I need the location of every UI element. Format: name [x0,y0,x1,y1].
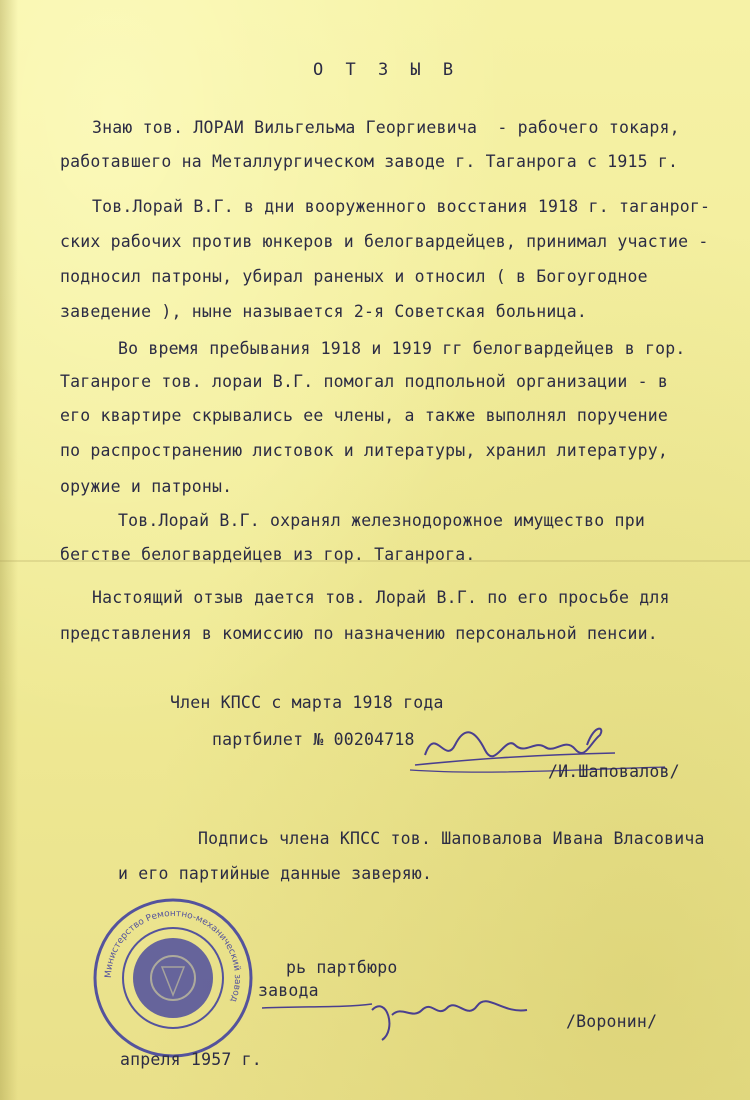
round-seal-stamp [92,897,254,1059]
document-title: О Т З Ы В [313,60,460,80]
text-line: оружие и патроны. [60,477,233,496]
secretary-name: /Воронин/ [566,1012,658,1031]
text-line: представления в комиссию по назначению персональной пенсии. [60,624,658,643]
text-line: Настоящий отзыв дается тов. Лорай В.Г. по его просьбе для [92,588,670,607]
text-line: Тов.Лорай В.Г. в дни вооруженного восстания 1918 г. таганрог- [92,197,711,216]
certification-line: и его партийные данные заверяю. [118,864,433,883]
text-line: бегстве белогвардейцев из гор. Таганрога. [60,545,476,564]
paper-edge-stain [0,0,18,1100]
text-line: заведение ), ныне называется 2-я Советская больница. [60,302,587,321]
party-card-line: партбилет № 00204718 [212,730,415,749]
secretary-plant: завода [258,981,319,1000]
secretary-title: рь партбюро [286,958,398,977]
text-line: Тов.Лорай В.Г. охранял железнодорожное имущество при [118,511,645,530]
text-line: работавшего на Металлургическом заводе г. Таганрога с 1915 г. [60,152,679,171]
text-line: подносил патроны, убирал раненых и относил ( в Богоугодное [60,267,648,286]
certification-line: Подпись члена КПСС тов. Шаповалова Ивана Власовича [198,829,705,848]
document-date: апреля 1957 г. [120,1050,262,1069]
text-line: Таганроге тов. лораи В.Г. помогал подпольной организации - в [60,372,669,391]
text-line: ских рабочих против юнкеров и белогвардейцев, принимал участие - [60,232,709,251]
shapovalov-signature [405,715,705,795]
signer-name: /И.Шаповалов/ [548,762,680,781]
member-since-line: Член КПСС с марта 1918 года [170,693,444,712]
voronin-signature [262,990,542,1050]
text-line: Во время пребывания 1918 и 1919 гг белогвардейцев в гор. [118,339,686,358]
stamp-text: Министерство Ремонтно-механический завод [103,908,243,1004]
text-line: по распространению листовок и литературы, хранил литературу, [60,441,669,460]
text-line: его квартире скрывались ее члены, а также выполнял поручение [60,406,669,425]
text-line: Знаю тов. ЛОРАИ Вильгельма Георгиевича - рабочего токаря, [92,118,680,137]
